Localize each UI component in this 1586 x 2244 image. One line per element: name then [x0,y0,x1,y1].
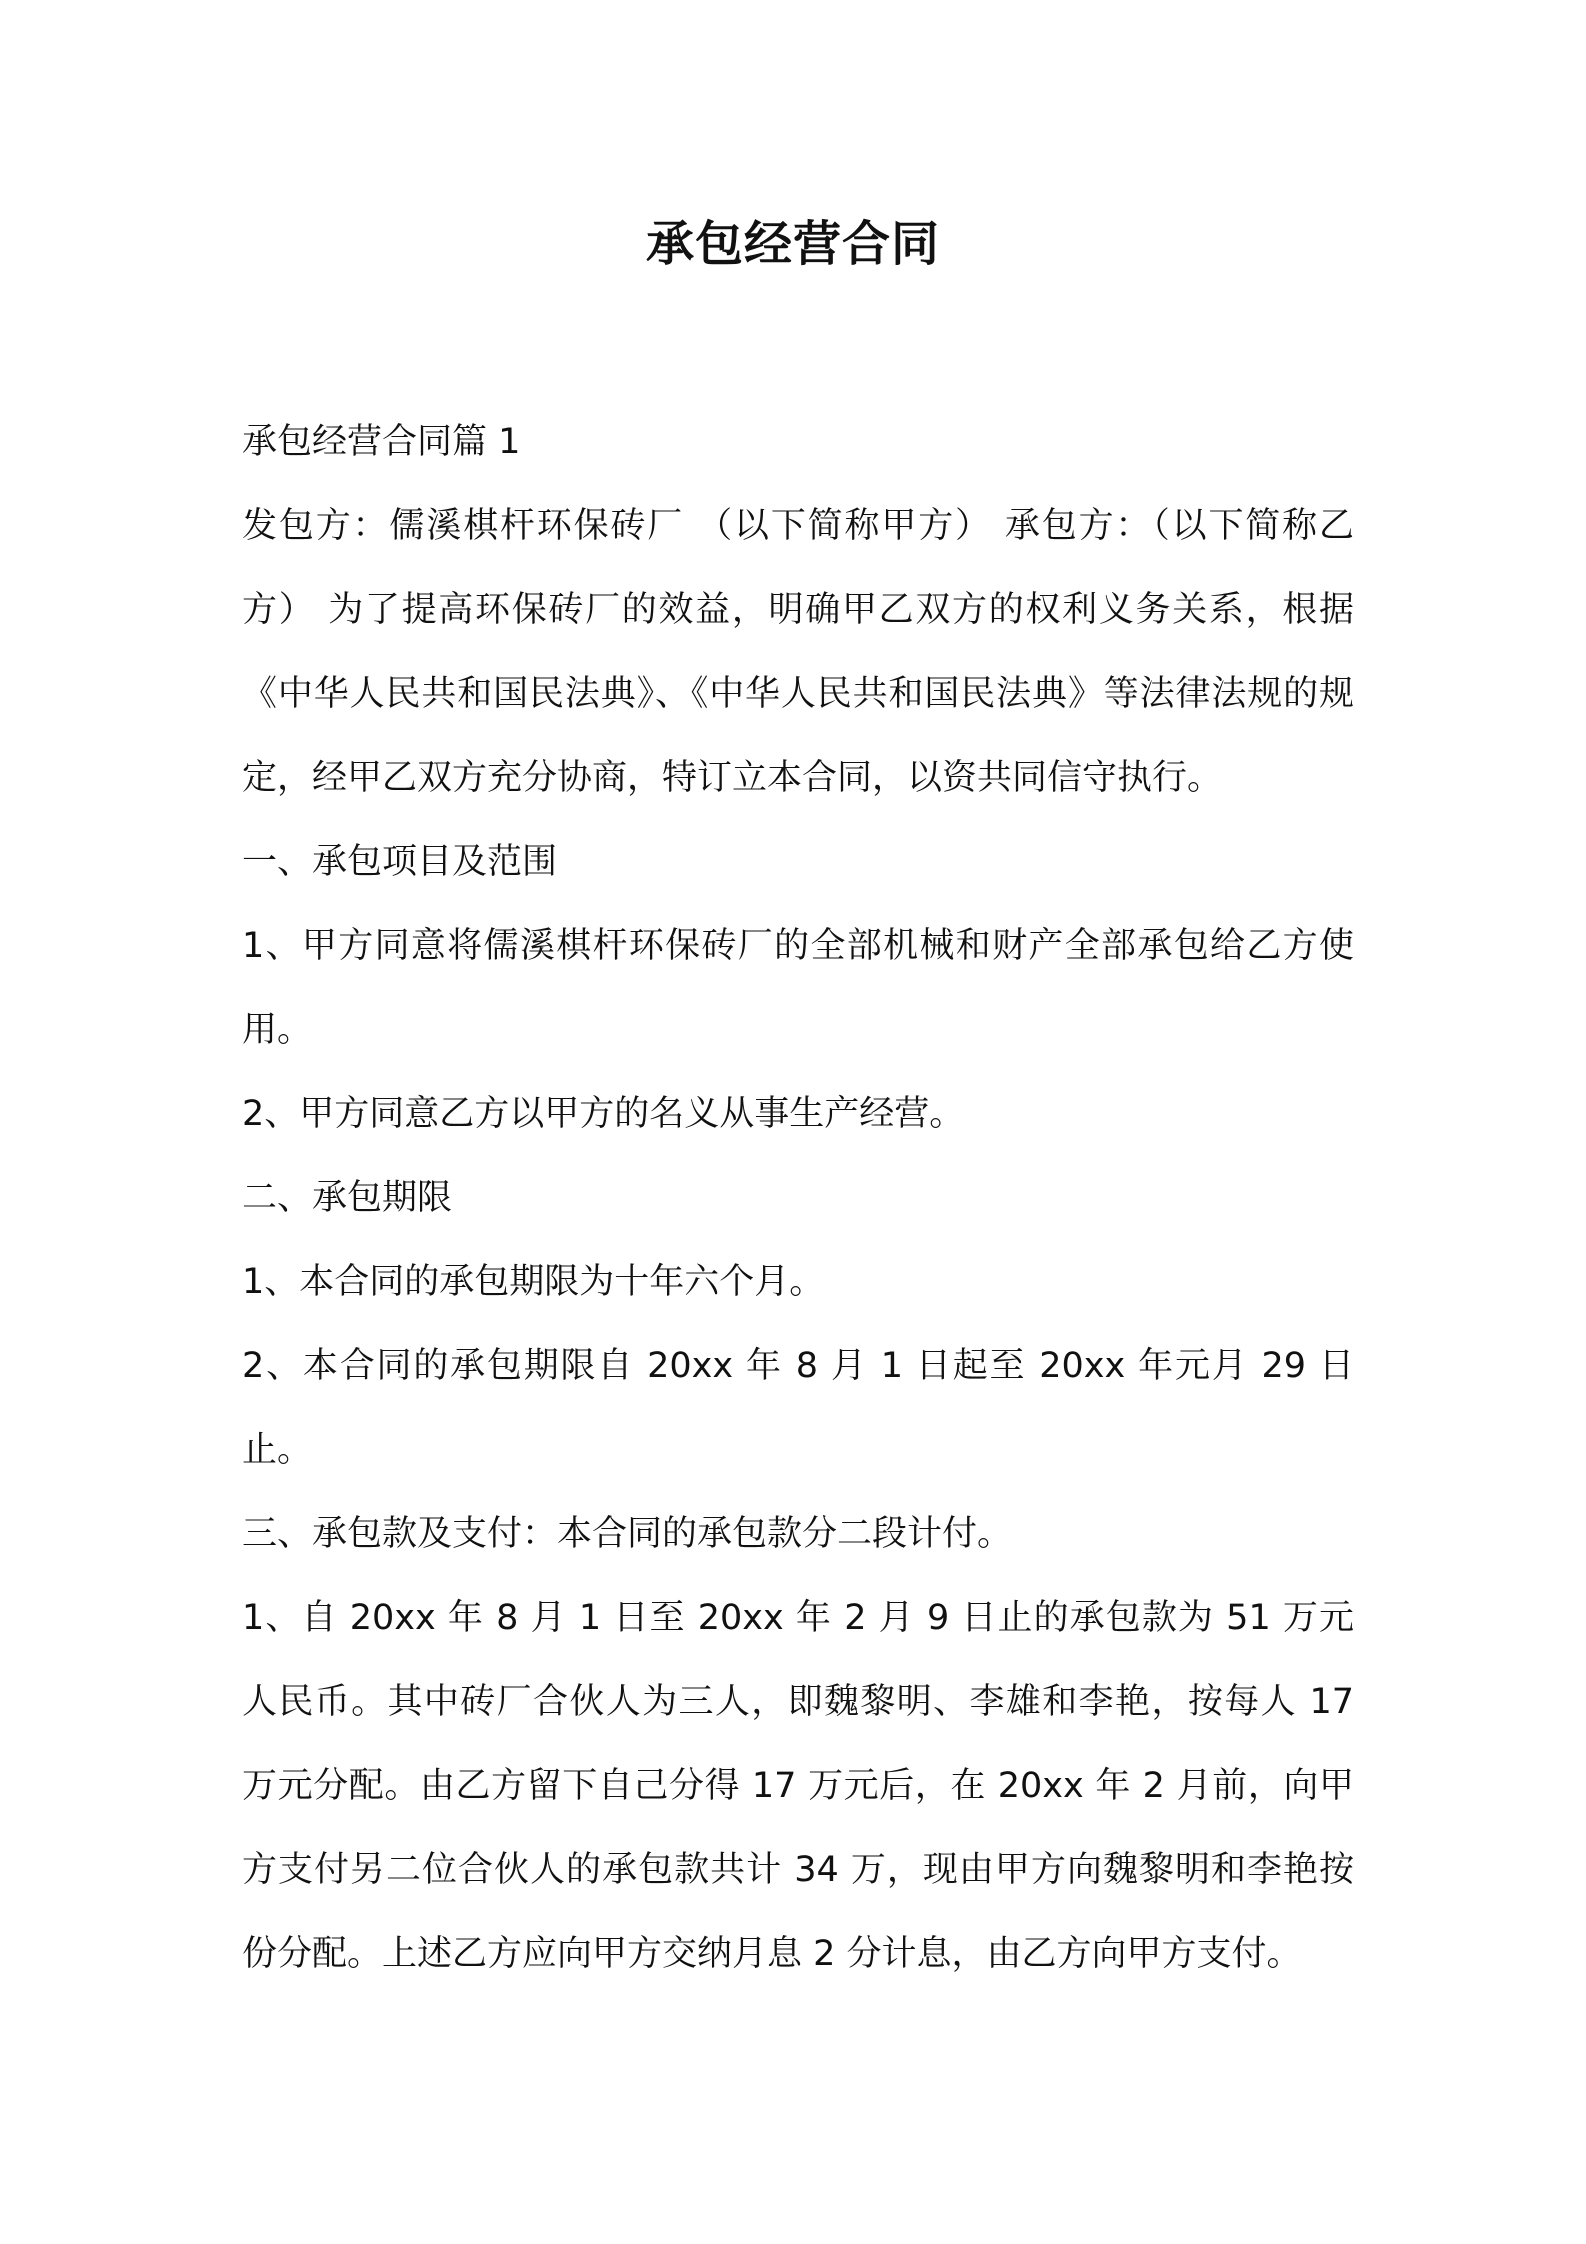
clause-item: 1、自 20xx 年 8 月 1 日至 20xx 年 2 月 9 日止的承包款为 51 万元人民币。其中砖厂合伙人为三人，即魏黎明、李雄和李艳，按每人 17 万元分配。由乙方留下自己分得 17 万元后，在 20xx 年 2 月前，向甲方支付另二位合伙人的承包款共计 34 万，现由甲方向魏黎明和李艳按份分配。上述乙方应向甲方交纳月息 2 分计息，由乙方向甲方支付。 [242,1598,1354,1974]
clause-item: 2、本合同的承包期限自 20xx 年 8 月 1 日起至 20xx 年元月 29 日止。 [242,1346,1354,1470]
section-heading: 承包经营合同篇 1 [242,422,521,462]
clause-heading-1: 一、承包项目及范围 [242,842,558,882]
clause-item: 1、甲方同意将儒溪棋杆环保砖厂的全部机械和财产全部承包给乙方使用。 [242,926,1354,1050]
clause-heading-2: 二、承包期限 [242,1178,453,1218]
preamble-paragraph: 发包方：儒溪棋杆环保砖厂 （以下简称甲方） 承包方：（以下简称乙方） 为了提高环保砖厂的效益，明确甲乙双方的权利义务关系，根据《中华人民共和国民法典》、《中华人民共和国民法典》等法律法规的规定，经甲乙双方充分协商，特订立本合同，以资共同信守执行。 [242,506,1354,798]
clause-item: 1、本合同的承包期限为十年六个月。 [242,1262,825,1302]
document-title: 承包经营合同 [645,216,940,272]
clause-heading-3: 三、承包款及支付：本合同的承包款分二段计付。 [242,1514,1013,1554]
clause-item: 2、甲方同意乙方以甲方的名义从事生产经营。 [242,1094,965,1134]
document-body [242,400,1354,1996]
